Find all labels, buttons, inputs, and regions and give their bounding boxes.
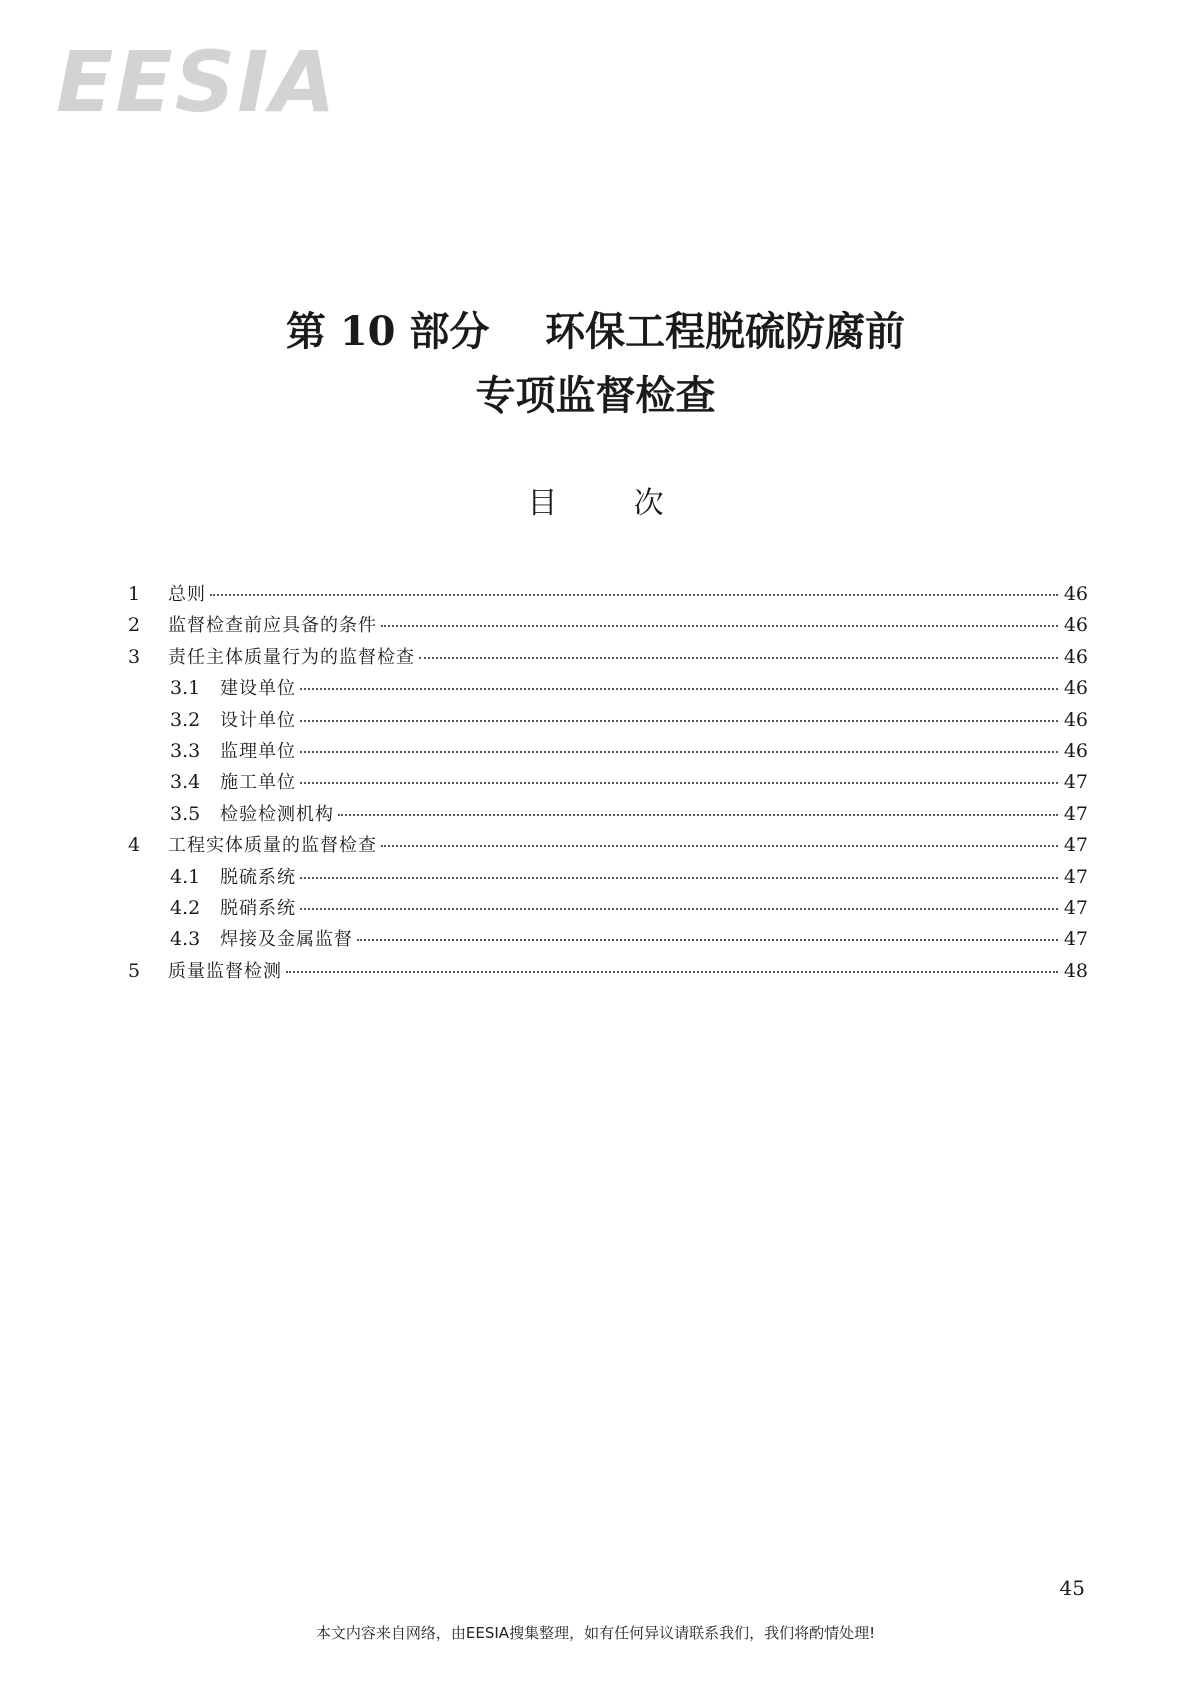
toc-entry-number: 4.2	[170, 896, 201, 919]
toc-entry[interactable]	[128, 580, 1088, 611]
toc-entry-page: 47	[1063, 928, 1088, 951]
toc-entry-title: 脱硝系统	[220, 897, 296, 919]
document-title	[0, 300, 1191, 428]
toc-entry-number: 4.3	[170, 928, 201, 951]
toc-entry-number: 2	[128, 614, 141, 637]
table-of-contents	[128, 580, 1088, 988]
toc-entry-page: 46	[1063, 645, 1088, 668]
toc-entry-number: 3.5	[170, 802, 201, 825]
toc-entry-title: 设计单位	[220, 709, 296, 731]
toc-entry-number: 3.4	[170, 771, 201, 794]
toc-entry-title: 总则	[168, 584, 206, 605]
toc-dot-leader	[300, 877, 1058, 879]
toc-entry-page: 47	[1063, 896, 1088, 919]
toc-entry-title: 检验检测机构	[220, 803, 334, 825]
toc-entry-number: 3.1	[170, 677, 201, 700]
toc-entry[interactable]	[128, 925, 1088, 956]
toc-entry-title: 工程实体质量的监督检查	[168, 835, 377, 857]
toc-entry-page: 46	[1063, 614, 1088, 637]
title-line-2: 专项监督检查	[475, 372, 716, 419]
toc-dot-leader	[419, 657, 1058, 659]
toc-dot-leader	[300, 751, 1058, 753]
page-number: 45	[1059, 1576, 1085, 1600]
toc-entry[interactable]	[128, 706, 1088, 737]
toc-entry-title: 施工单位	[220, 772, 296, 794]
toc-dot-leader	[210, 594, 1058, 596]
footer-disclaimer: 本文内容来自网络，由EESIA搜集整理，如有任何异议请联系我们，我们将酌情处理!	[315, 1624, 876, 1642]
toc-entry-page: 47	[1063, 865, 1088, 888]
toc-entry-number: 3.3	[170, 739, 201, 762]
toc-dot-leader	[300, 782, 1058, 784]
toc-dot-leader	[357, 939, 1058, 941]
toc-entry[interactable]	[128, 643, 1088, 674]
toc-entry-page: 46	[1063, 583, 1088, 605]
eesia-logo: EESIA	[56, 33, 338, 131]
toc-entry[interactable]	[128, 957, 1088, 988]
toc-dot-leader	[300, 720, 1058, 722]
toc-entry[interactable]	[128, 768, 1088, 799]
toc-entry-title: 焊接及金属监督	[220, 929, 353, 951]
toc-entry-page: 48	[1063, 959, 1088, 982]
toc-entry[interactable]	[128, 863, 1088, 894]
toc-entry-page: 47	[1063, 771, 1088, 794]
toc-entry-number: 5	[128, 959, 141, 982]
toc-entry-number: 4.1	[170, 865, 201, 888]
toc-entry-page: 46	[1063, 677, 1088, 700]
toc-dot-leader	[338, 814, 1058, 816]
toc-entry[interactable]	[128, 674, 1088, 705]
title-line-1: 第 10 部分 环保工程脱硫防腐前	[285, 308, 906, 355]
toc-entry[interactable]	[128, 894, 1088, 925]
toc-entry[interactable]	[128, 737, 1088, 768]
toc-heading: 目 次	[527, 486, 664, 521]
toc-entry-page: 46	[1063, 739, 1088, 762]
toc-entry-title: 脱硫系统	[220, 866, 296, 888]
toc-entry-number: 1	[128, 583, 141, 605]
toc-entry-page: 46	[1063, 708, 1088, 731]
toc-entry-title: 监督检查前应具备的条件	[168, 615, 377, 637]
toc-entry-title: 质量监督检测	[168, 960, 282, 982]
toc-dot-leader	[300, 688, 1058, 690]
toc-dot-leader	[381, 845, 1058, 847]
toc-entry-page: 47	[1063, 834, 1088, 857]
toc-entry-number: 4	[128, 834, 141, 857]
toc-entry[interactable]	[128, 611, 1088, 642]
toc-dot-leader	[381, 625, 1058, 627]
toc-entry-title: 责任主体质量行为的监督检查	[168, 646, 415, 668]
toc-entry-title: 监理单位	[220, 740, 296, 762]
toc-entry[interactable]	[128, 831, 1088, 862]
toc-dot-leader	[286, 971, 1058, 973]
toc-entry-page: 47	[1063, 802, 1088, 825]
toc-entry[interactable]	[128, 800, 1088, 831]
toc-entry-number: 3	[128, 645, 141, 668]
toc-entry-title: 建设单位	[220, 678, 296, 700]
toc-entry-number: 3.2	[170, 708, 201, 731]
toc-dot-leader	[300, 908, 1058, 910]
